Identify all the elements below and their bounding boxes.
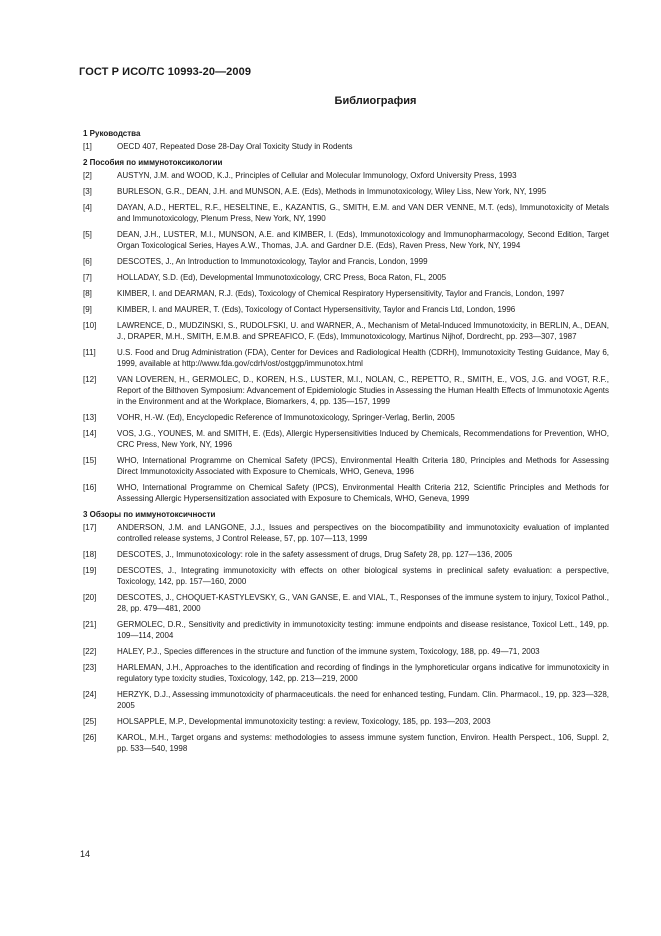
reference-text: DAYAN, A.D., HERTEL, R.F., HESELTINE, E., KAZANTIS, G., SMITH, E.M. and VAN DER VENNE, M.T. (eds), Immunotoxicity of Metals and Immunotoxicology, Plenum Press, New York, NY, 1990 [117, 203, 609, 223]
reference-text: HERZYK, D.J., Assessing immunotoxicity of pharmaceuticals. the need for enhanced testing, Fundam. Clin. Pharmacol., 19, pp. 323—328, 2005 [117, 690, 609, 710]
section-heading: 2 Пособия по иммунотоксикологии [83, 158, 223, 167]
reference-number: [20] [83, 593, 97, 602]
reference-entry [83, 374, 609, 407]
reference-entry [83, 202, 609, 224]
reference-entry [83, 522, 609, 544]
reference-text: BURLESON, G.R., DEAN, J.H. and MUNSON, A.E. (Eds), Methods in Immunotoxicology, Wiley Liss, New York, NY, 1995 [117, 187, 547, 196]
reference-number: [22] [83, 647, 97, 656]
page-number: 14 [80, 849, 91, 859]
reference-text: DESCOTES, J., CHOQUET-KASTYLEVSKY, G., VAN GANSE, E. and VIAL, T., Responses of the immune system to injury, Toxicol Pathol., 28, pp. 479—481, 2000 [117, 593, 609, 613]
reference-number: [16] [83, 483, 97, 492]
reference-entry [83, 716, 609, 727]
reference-entry [83, 592, 609, 614]
reference-text: WHO, International Programme on Chemical Safety (IPCS), Environmental Health Criteria 180, Principles and Methods for Assessing Direct Immunotoxicity Associated with Exposure to Chemicals, WHO, Geneva, 1996 [117, 456, 609, 476]
reference-text: LAWRENCE, D., MUDZINSKI, S., RUDOLFSKI, U. and WARNER, A., Mechanism of Metal-Induced Immunotoxicity, in BERLIN, A., DEAN, J., DRAPER, M.H., SMITH, E.M.B. and SPREAFICO, F. (Eds), Immunotoxicology, Martinus Nijhof, Dordrecht, pp. 293—307, 1987 [117, 321, 609, 341]
reference-entry [83, 256, 609, 267]
reference-entry [83, 272, 609, 283]
reference-entry [83, 304, 609, 315]
reference-entry [83, 662, 609, 684]
reference-number: [7] [83, 273, 92, 282]
reference-text: HARLEMAN, J.H., Approaches to the identification and recording of findings in the lymphoreticular organs indicative for immunotoxicity in regulatory type toxicity studies, Toxicology, 142, pp. 213—219, 2000 [117, 663, 609, 683]
reference-number: [12] [83, 375, 97, 384]
reference-entry [83, 288, 609, 299]
reference-number: [17] [83, 523, 97, 532]
section-heading: 1 Руководства [83, 129, 141, 138]
reference-number: [8] [83, 289, 92, 298]
reference-entry [83, 732, 609, 754]
reference-text: DESCOTES, J., Integrating immunotoxicity with effects on other biological systems in preclinical safety evaluation: a perspective, Toxicology, 142, pp. 157—160, 2000 [117, 566, 609, 586]
reference-text: HOLSAPPLE, M.P., Developmental immunotoxicity testing: a review, Toxicology, 185, pp. 193—203, 2003 [117, 717, 491, 726]
reference-entry [83, 186, 609, 197]
reference-entry [83, 549, 609, 560]
reference-text: AUSTYN, J.M. and WOOD, K.J., Principles of Cellular and Molecular Immunology, Oxford University Press, 1993 [117, 171, 517, 180]
reference-number: [26] [83, 733, 97, 742]
reference-number: [2] [83, 171, 92, 180]
reference-text: DESCOTES, J., An Introduction to Immunotoxicology, Taylor and Francis, London, 1999 [117, 257, 428, 266]
reference-entry [83, 619, 609, 641]
reference-number: [11] [83, 348, 96, 357]
reference-number: [9] [83, 305, 92, 314]
reference-entry [83, 646, 609, 657]
reference-text: KIMBER, I. and MAURER, T. (Eds), Toxicology of Contact Hypersensitivity, Taylor and Francis Ltd, London, 1996 [117, 305, 516, 314]
reference-number: [3] [83, 187, 92, 196]
reference-number: [15] [83, 456, 97, 465]
reference-entry [83, 347, 609, 369]
reference-entry [83, 689, 609, 711]
reference-entry [83, 170, 609, 181]
reference-number: [10] [83, 321, 97, 330]
reference-text: ANDERSON, J.M. and LANGONE, J.J., Issues and perspectives on the biocompatibility and immunotoxicity evaluation of implanted controlled release systems, J Control Release, 57, pp. 107—113, 1999 [117, 523, 609, 543]
reference-text: GERMOLEC, D.R., Sensitivity and predictivity in immunotoxicity testing: immune endpoints and disease resistance, Toxicol Lett., 149, pp. 109—114, 2004 [117, 620, 609, 640]
reference-number: [25] [83, 717, 97, 726]
document-header: ГОСТ Р ИСО/ТС 10993-20—2009 [79, 66, 252, 78]
page-title: Библиография [334, 95, 417, 107]
reference-number: [19] [83, 566, 97, 575]
reference-text: WHO, International Programme on Chemical Safety (IPCS), Environmental Health Criteria 212, Scientific Principles and Methods for Assessing Allergic Hypersensitization associated with Exposure to Chemicals, WHO, Geneva, 1999 [117, 483, 609, 503]
reference-text: VAN LOVEREN, H., GERMOLEC, D., KOREN, H.S., LUSTER, M.I., NOLAN, C., REPETTO, R., SMITH, E., VOS, J.G. and VOGT, R.F., Report of the Bilthoven Symposium: Advancement of Epidemiologic Studies in Assessing the Human Health Effects of Immunotoxic Agents in the Environment and at the Workplace, Biomarkers, 4, pp. 135—157, 1999 [117, 375, 609, 406]
reference-entry [83, 455, 609, 477]
reference-number: [5] [83, 230, 92, 239]
reference-text: DESCOTES, J., Immunotoxicology: role in the safety assessment of drugs, Drug Safety 28, pp. 127—136, 2005 [117, 550, 513, 559]
reference-entry [83, 412, 609, 423]
reference-number: [18] [83, 550, 97, 559]
reference-text: HOLLADAY, S.D. (Ed), Developmental Immunotoxicology, CRC Press, Boca Raton, FL, 2005 [117, 273, 447, 282]
reference-text: KAROL, M.H., Target organs and systems: methodologies to assess immune system function, Environ. Health Perspect., 106, Suppl. 2, pp. 533—540, 1998 [117, 733, 609, 753]
reference-entry [83, 565, 609, 587]
reference-text: HALEY, P.J., Species differences in the structure and function of the immune system, Toxicology, 188, pp. 49—71, 2003 [117, 647, 540, 656]
section-heading: 3 Обзоры по иммунотоксичности [83, 510, 216, 519]
reference-number: [21] [83, 620, 97, 629]
reference-number: [14] [83, 429, 97, 438]
reference-number: [6] [83, 257, 92, 266]
reference-number: [1] [83, 142, 92, 151]
reference-number: [24] [83, 690, 97, 699]
reference-number: [4] [83, 203, 92, 212]
reference-number: [23] [83, 663, 97, 672]
reference-text: KIMBER, I. and DEARMAN, R.J. (Eds), Toxicology of Chemical Respiratory Hypersensitivity, Taylor and Francis, London, 1997 [117, 289, 565, 298]
reference-text: VOS, J.G., YOUNES, M. and SMITH, E. (Eds), Allergic Hypersensitivities Induced by Chemicals, Recommendations for Prevention, WHO, CRC Press, New York, NY, 1996 [117, 429, 609, 449]
reference-text: U.S. Food and Drug Administration (FDA), Center for Devices and Radiological Health (CDRH), Immunotoxicity Testing Guidance, May 6, 1999, available at http://www.fda.gov/cdrh/ost/ostggp/immunotox.html [117, 348, 609, 368]
reference-text: VOHR, H.-W. (Ed), Encyclopedic Reference of Immunotoxicology, Springer-Verlag, Berlin, 2005 [117, 413, 455, 422]
bibliography [83, 128, 609, 759]
reference-entry [83, 229, 609, 251]
reference-entry [83, 428, 609, 450]
reference-entry [83, 320, 609, 342]
reference-entry [83, 482, 609, 504]
reference-entry [83, 141, 609, 152]
reference-text: OECD 407, Repeated Dose 28-Day Oral Toxicity Study in Rodents [117, 142, 353, 151]
reference-number: [13] [83, 413, 97, 422]
reference-text: DEAN, J.H., LUSTER, M.I., MUNSON, A.E. and KIMBER, I. (Eds), Immunotoxicology and Immunopharmacology, Second Edition, Target Organ Toxicological Series, Hayes A.W., Thomas, J.A. and Gardner D.E. (Eds), Raven Press, New York, NY, 1994 [117, 230, 609, 250]
